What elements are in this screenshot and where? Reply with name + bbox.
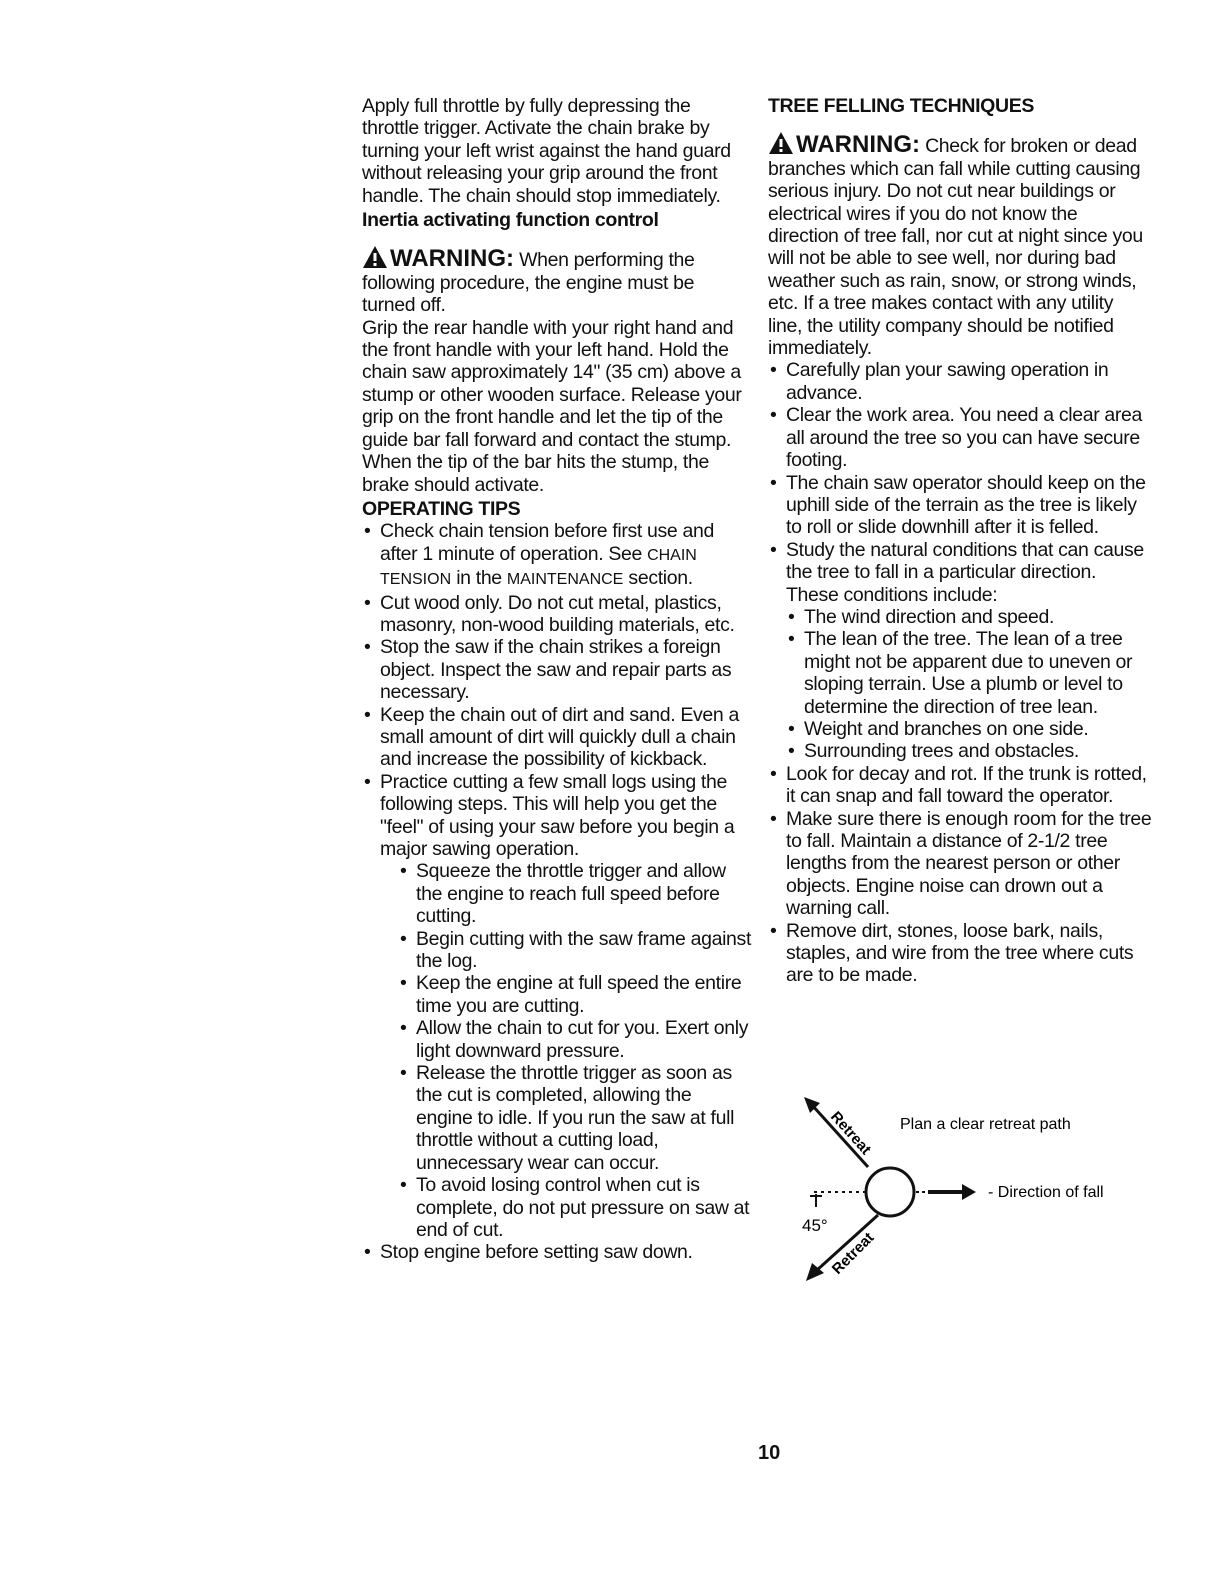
list-item: • The lean of the tree. The lean of a tree might not be apparent due to uneven or sloping terrain. Use a plumb or level to determine the direction of tree lean. (786, 628, 1152, 718)
warning-label: WARNING: (796, 131, 920, 159)
operating-tips-list (362, 520, 752, 1263)
list-item: • Surrounding trees and obstacles. (786, 740, 1152, 762)
list-item: • Allow the chain to cut for you. Exert only light downward pressure. (398, 1017, 752, 1062)
retreat-path-diagram (790, 1095, 1150, 1295)
warning-block-right (768, 131, 1152, 359)
warning-text: Check for broken or dead branches which can fall while cutting causing serious injury. Do not cut near buildings or electrical wires if you do not know the direction of tree fall, nor cut at night since you will not be able to see well, nor during bad weather such as rain, snow, or strong winds, etc. If a tree makes contact with any utility line, the utility company should be notified immediately. (768, 135, 1143, 360)
list-item: • The chain saw operator should keep on the uphill side of the terrain as the tree is likely to roll or slide downhill after it is felled. (768, 472, 1152, 539)
list-item: • Keep the engine at full speed the entire time you are cutting. (398, 972, 752, 1017)
list-item: • Squeeze the throttle trigger and allow the engine to reach full speed before cutting. (398, 860, 752, 927)
maintenance-ref: MAINTENANCE (506, 571, 624, 589)
fall-label: - Direction of fall (988, 1184, 1104, 1201)
list-item: • The wind direction and speed. (786, 606, 1152, 628)
list-item: • To avoid losing control when cut is complete, do not put pressure on saw at end of cut. (398, 1174, 752, 1241)
inertia-heading: Inertia activating function control (362, 209, 659, 232)
procedure-paragraph: Grip the rear handle with your right hand and the front handle with your left hand. Hold the chain saw approximately 14" (35 cm) above a stump or other wooden surface. Release your grip on the front handle and let the tip of the guide bar fall forward and contact the stump. When the tip of the bar hits the stump, the brake should activate. (362, 316, 742, 496)
plan-label: Plan a clear retreat path (900, 1116, 1071, 1133)
fall-arrowhead (962, 1184, 976, 1200)
list-item: • Weight and branches on one side. (786, 718, 1152, 740)
list-item: • Look for decay and rot. If the trunk is rotted, it can snap and fall toward the operator. (768, 763, 1152, 808)
angle-label: 45° (802, 1216, 828, 1235)
conditions-list (786, 606, 1152, 763)
list-item: • Keep the chain out of dirt and sand. Even a small amount of dirt will quickly dull a chain and increase the possibility of kickback. (362, 704, 752, 771)
list-item: • Stop engine before setting saw down. (362, 1241, 752, 1263)
operating-tips-heading: OPERATING TIPS (362, 497, 521, 520)
list-item: • Study the natural conditions that can cause the tree to fall in a particular direction. These conditions include: • The wind direction and speed. • The lean of the tree. The lean of a tree might not be apparent due to uneven or sloping terrain. Use a plumb or level to determine the direction of tree lean. • Weight and branches on one side. • Surrounding trees and obstacles. (768, 539, 1152, 763)
list-item: • Release the throttle trigger as soon as the cut is completed, allowing the engine to idle. If you run the saw at full throttle without a cutting load, unnecessary wear can occur. (398, 1062, 752, 1174)
list-item: • Make sure there is enough room for the tree to fall. Maintain a distance of 2-1/2 tree lengths from the nearest person or other objects. Engine noise can drown out a warning call. (768, 808, 1152, 920)
tree-circle (866, 1168, 914, 1216)
list-item: • Stop the saw if the chain strikes a foreign object. Inspect the saw and repair parts as necessary. (362, 636, 752, 703)
list-item: • Begin cutting with the saw frame against the log. (398, 928, 752, 973)
page-number: 10 (758, 1442, 781, 1464)
felling-tips-list (768, 359, 1152, 986)
right-column (768, 95, 1152, 987)
list-item: • Remove dirt, stones, loose bark, nails, staples, and wire from the tree where cuts are to be made. (768, 920, 1152, 987)
warning-block-left (362, 245, 752, 316)
left-column (362, 95, 752, 1264)
list-item: • Check chain tension before first use and after 1 minute of operation. See CHAIN TENSION in the MAINTENANCE section. (362, 520, 752, 591)
warning-text: When performing the following procedure, the engine must be turned off. (362, 249, 695, 317)
list-item: • Carefully plan your sawing operation in advance. (768, 359, 1152, 404)
list-item: • Cut wood only. Do not cut metal, plastics, masonry, non-wood building materials, etc. (362, 592, 752, 637)
intro-paragraph: Apply full throttle by fully depressing the throttle trigger. Activate the chain brake by turning your left wrist against the hand guard without releasing your grip around the front handle. The chain should stop immediately. (362, 95, 731, 207)
lower-retreat-label: Retreat (828, 1229, 878, 1278)
warning-triangle-icon (362, 245, 388, 269)
warning-triangle-icon (768, 131, 794, 155)
list-item: • Practice cutting a few small logs using the following steps. This will help you get the "feel" of using your saw before you begin a major sawing operation. • Squeeze the throttle trigger and allow the engine to reach full speed before cutting. • Begin cutting with the saw frame against the log. • Keep the engine at full speed the entire time you are cutting. • Allow the chain to cut for you. Exert only light downward pressure. • Release the throttle trigger as soon as the cut is completed, allowing the engine to idle. If you run the saw at full throttle without a cutting load, unnecessary wear can occur. • To avoid losing control when cut is complete, do not put pressure on saw at end of cut. (362, 771, 752, 1242)
tree-felling-heading: TREE FELLING TECHNIQUES (768, 95, 1035, 117)
list-item: • Clear the work area. You need a clear area all around the tree so you can have secure footing. (768, 404, 1152, 471)
warning-label: WARNING: (390, 245, 514, 273)
practice-steps-list (398, 860, 752, 1241)
chain-tension-ref: CHAIN TENSION (380, 546, 697, 589)
upper-retreat-label: Retreat (827, 1108, 875, 1159)
